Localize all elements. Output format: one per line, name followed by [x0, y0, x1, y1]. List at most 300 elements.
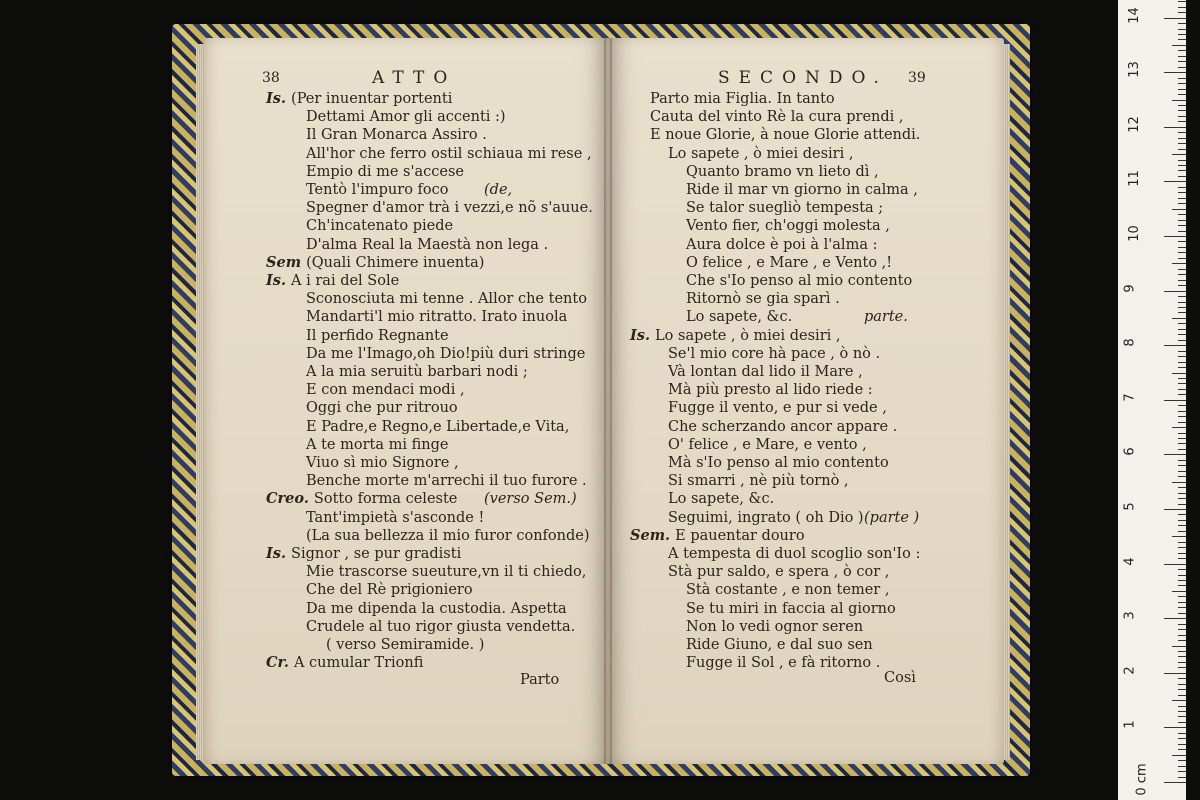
- line-text: Vento fier, ch'oggi molesta ,: [686, 218, 890, 235]
- ruler-tick: [1178, 231, 1186, 232]
- line-text: Se tu miri in faccia al giorno: [686, 600, 896, 617]
- ruler-tick: [1178, 241, 1186, 242]
- stage-direction: (verso Sem.): [484, 491, 577, 508]
- ruler-tick: [1178, 662, 1186, 663]
- ruler-tick: [1172, 263, 1186, 264]
- ruler-tick: [1178, 460, 1186, 461]
- text-line: [686, 272, 912, 290]
- line-text: Il Gran Monarca Assiro .: [306, 127, 487, 144]
- ruler-tick: [1178, 378, 1186, 379]
- line-text: Il perfido Regnante: [306, 327, 449, 344]
- ruler-tick: [1178, 269, 1186, 270]
- line-text: D'alma Real la Maestà non lega .: [306, 236, 549, 253]
- ruler-tick: [1178, 443, 1186, 444]
- ruler-tick: [1178, 312, 1186, 313]
- line-text: Stà costante , e non temer ,: [686, 582, 890, 599]
- ruler-tick: [1178, 247, 1186, 248]
- text-line: [306, 509, 484, 527]
- ruler-tick: [1178, 23, 1186, 24]
- ruler-tick: [1178, 334, 1186, 335]
- ruler-tick: [1178, 94, 1186, 95]
- line-text: Mà più presto al lido riede :: [668, 382, 873, 399]
- ruler-tick: [1178, 504, 1186, 505]
- line-text: Viuo sì mio Signore ,: [306, 455, 459, 471]
- ruler-tick: [1178, 760, 1186, 761]
- ruler-tick: [1178, 394, 1186, 395]
- line-text: Mà s'Io penso al mio contento: [668, 455, 889, 471]
- ruler-tick: [1164, 673, 1186, 674]
- ruler-number: 3: [1122, 611, 1138, 620]
- line-text: A la mia seruitù barbari nodi ;: [306, 364, 528, 380]
- ruler-tick: [1178, 389, 1186, 390]
- line-text: Sconosciuta mi tenne . Allor che tento: [306, 291, 587, 308]
- ruler-tick: [1178, 744, 1186, 745]
- ruler-tick: [1178, 771, 1186, 772]
- ruler-tick: [1178, 192, 1186, 193]
- ruler-tick: [1178, 165, 1186, 166]
- line-text: Lo sapete, &c.: [668, 491, 775, 508]
- ruler-tick: [1164, 72, 1186, 73]
- ruler-tick: [1178, 110, 1186, 111]
- ruler-number: 14: [1126, 6, 1142, 24]
- ruler-tick: [1172, 482, 1186, 483]
- ruler-tick: [1178, 471, 1186, 472]
- ruler-tick: [1178, 416, 1186, 417]
- ruler-tick: [1178, 274, 1186, 275]
- ruler-tick: [1178, 531, 1186, 532]
- ruler-tick: [1172, 427, 1186, 428]
- text-line: [266, 254, 484, 272]
- text-line: [306, 199, 593, 217]
- line-text: Tant'impietà s'asconde !: [306, 509, 485, 526]
- ruler-tick: [1178, 678, 1186, 679]
- text-line: [306, 581, 473, 599]
- ruler-tick: [1178, 143, 1186, 144]
- ruler-tick: [1164, 181, 1186, 182]
- ruler-tick: [1178, 78, 1186, 79]
- line-text: Oggi che pur ritrouo: [306, 400, 458, 417]
- ruler-number: 12: [1126, 116, 1142, 133]
- ruler-tick: [1178, 351, 1186, 352]
- text-line: [306, 345, 585, 363]
- line-text: All'hor che ferro ostil schiaua mi rese ,: [306, 145, 592, 162]
- ruler-tick: [1178, 716, 1186, 717]
- text-line: [686, 618, 863, 636]
- ruler-tick: [1172, 45, 1186, 46]
- text-line: [668, 454, 889, 472]
- text-line: [306, 418, 569, 436]
- speaker-label: Is.: [266, 90, 292, 107]
- line-text: Mie trascorse sueuture,vn il ti chiedo,: [306, 564, 587, 581]
- line-text: Signor , se pur gradisti: [291, 546, 462, 562]
- line-text: Si smarri , nè più tornò ,: [668, 473, 849, 490]
- text-line: [630, 527, 805, 545]
- text-line: [306, 145, 592, 163]
- text-line: [306, 181, 513, 199]
- text-line: [686, 636, 873, 654]
- line-text: Non lo vedi ognor seren: [686, 618, 864, 635]
- ruler-tick: [1164, 345, 1186, 346]
- text-line: [630, 327, 840, 345]
- text-line: [306, 563, 586, 581]
- ruler-tick: [1164, 727, 1186, 728]
- line-text: A i rai del Sole: [291, 273, 400, 289]
- ruler-tick: [1178, 285, 1186, 286]
- ruler-tick: [1178, 258, 1186, 259]
- ruler-tick: [1178, 252, 1186, 253]
- line-text: A te morta mi finge: [306, 436, 449, 453]
- text-line: [306, 308, 567, 326]
- ruler-tick: [1172, 100, 1186, 101]
- text-line: [650, 90, 835, 108]
- text-line: [306, 126, 487, 144]
- ruler-tick: [1178, 302, 1186, 303]
- ruler-tick: [1178, 34, 1186, 35]
- ruler-tick: [1178, 607, 1186, 608]
- ruler-tick: [1164, 509, 1186, 510]
- catchword: Parto: [520, 672, 560, 688]
- ruler-tick: [1178, 684, 1186, 685]
- ruler-tick: [1178, 711, 1186, 712]
- text-line: [668, 418, 897, 436]
- line-text: A cumular Trionfi: [293, 655, 424, 672]
- ruler-tick: [1178, 553, 1186, 554]
- ruler-tick: [1172, 536, 1186, 537]
- speaker-label: Is.: [266, 272, 292, 289]
- text-line: [686, 163, 879, 181]
- ruler-tick: [1164, 400, 1186, 401]
- line-text: E con mendaci modi ,: [306, 382, 465, 399]
- ruler-tick: [1178, 29, 1186, 30]
- text-line: [668, 509, 920, 527]
- ruler-number: 4: [1122, 556, 1138, 566]
- text-line: [306, 163, 464, 181]
- text-line: [306, 527, 590, 545]
- ruler-tick: [1178, 596, 1186, 597]
- line-text: (Per inuentar portenti: [291, 91, 453, 107]
- ruler-tick: [1178, 722, 1186, 723]
- speaker-label: Sem.: [630, 526, 676, 544]
- ruler-tick: [1164, 291, 1186, 292]
- line-text: Lo sapete , ò miei desiri ,: [668, 145, 854, 162]
- text-line: [686, 254, 892, 272]
- left-page: [204, 38, 608, 764]
- ruler-tick: [1178, 766, 1186, 767]
- text-line: [266, 654, 423, 672]
- page-number: 39: [908, 70, 926, 86]
- line-text: Crudele al tuo rigor giusta vendetta.: [306, 618, 576, 635]
- text-line: [306, 327, 449, 345]
- line-text: Và lontan dal lido il Mare ,: [668, 364, 863, 380]
- text-line: [266, 90, 452, 108]
- ruler-tick: [1178, 575, 1186, 576]
- ruler-tick: [1178, 50, 1186, 51]
- line-text: (La sua bellezza il mio furor confonde): [306, 527, 590, 544]
- text-line: [686, 290, 840, 308]
- line-text: Ch'incatenato piede: [306, 218, 454, 235]
- line-text: Ride Giuno, e dal suo sen: [686, 637, 873, 653]
- ruler-tick: [1178, 706, 1186, 707]
- text-line: [686, 217, 890, 235]
- ruler-tick: [1172, 700, 1186, 701]
- ruler-tick: [1172, 591, 1186, 592]
- ruler-tick: [1164, 454, 1186, 455]
- ruler-tick: [1178, 493, 1186, 494]
- text-line: [326, 636, 484, 654]
- text-line: [686, 654, 880, 672]
- ruler-tick: [1178, 367, 1186, 368]
- ruler-number: 2: [1122, 666, 1138, 675]
- line-text: Da me dipenda la custodia. Aspetta: [306, 600, 567, 617]
- text-line: [306, 108, 506, 126]
- ruler-tick: [1178, 777, 1186, 778]
- line-text: Empio di me s'accese: [306, 163, 464, 180]
- line-text: O felice , e Mare , e Vento ,!: [686, 254, 893, 271]
- speaker-label: Sem: [266, 253, 307, 271]
- text-line: [668, 563, 889, 581]
- line-text: Che s'Io penso al mio contento: [686, 273, 913, 289]
- line-text: Fugge il vento, e pur si vede ,: [668, 400, 887, 417]
- ruler-tick: [1178, 132, 1186, 133]
- stage-direction: parte.: [864, 309, 908, 326]
- ruler-tick: [1164, 18, 1186, 19]
- ruler-tick: [1178, 149, 1186, 150]
- ruler-tick: [1172, 646, 1186, 647]
- ruler-tick: [1178, 749, 1186, 750]
- ruler-number: 6: [1122, 447, 1138, 457]
- ruler-tick: [1178, 733, 1186, 734]
- ruler-tick: [1178, 520, 1186, 521]
- line-text: Che scherzando ancor appare .: [668, 418, 898, 435]
- measurement-ruler: [1118, 0, 1186, 800]
- ruler-tick: [1164, 236, 1186, 237]
- ruler-tick: [1178, 651, 1186, 652]
- line-text: (Quali Chimere inuenta): [306, 254, 485, 271]
- speaker-label: Creo.: [266, 490, 314, 508]
- ruler-tick: [1178, 569, 1186, 570]
- ruler-number: 1: [1122, 720, 1138, 730]
- ruler-tick: [1178, 405, 1186, 406]
- ruler-tick: [1164, 127, 1186, 128]
- text-line: [686, 581, 889, 599]
- text-line: [668, 545, 920, 563]
- ruler-number: 7: [1122, 393, 1138, 402]
- line-text: Dettami Amor gli accenti :): [306, 109, 506, 126]
- line-text: Che del Rè prigioniero: [306, 582, 473, 599]
- text-line: [650, 108, 904, 126]
- ruler-tick: [1178, 61, 1186, 62]
- ruler-number: 0 cm: [1134, 763, 1150, 796]
- ruler-tick: [1178, 220, 1186, 221]
- line-text: Se talor suegliò tempesta ;: [686, 200, 884, 217]
- line-text: Stà pur saldo, e spera , ò cor ,: [668, 564, 890, 581]
- line-text: Fugge il Sol , e fà ritorno .: [686, 655, 881, 672]
- text-line: [686, 199, 883, 217]
- ruler-number: 13: [1126, 61, 1142, 78]
- ruler-tick: [1178, 198, 1186, 199]
- text-line: [266, 490, 577, 508]
- text-line: [306, 217, 453, 235]
- speaker-label: Is.: [266, 545, 292, 562]
- ruler-tick: [1172, 209, 1186, 210]
- ruler-tick: [1178, 667, 1186, 668]
- text-line: [668, 381, 873, 399]
- line-text: Seguimi, ingrato ( oh Dio ): [668, 509, 864, 526]
- ruler-tick: [1178, 525, 1186, 526]
- ruler-tick: [1178, 542, 1186, 543]
- speaker-label: Cr.: [266, 654, 294, 672]
- ruler-tick: [1172, 154, 1186, 155]
- ruler-tick: [1178, 56, 1186, 57]
- ruler-tick: [1178, 656, 1186, 657]
- line-text: A tempesta di duol scoglio son'Io :: [668, 546, 921, 562]
- line-text: E noue Glorie, à noue Glorie attendi.: [650, 127, 921, 144]
- ruler-tick: [1178, 689, 1186, 690]
- ruler-tick: [1178, 411, 1186, 412]
- ruler-tick: [1178, 296, 1186, 297]
- ruler-tick: [1178, 476, 1186, 477]
- line-text: E Padre,e Regno,e Libertade,e Vita,: [306, 418, 570, 435]
- ruler-tick: [1178, 558, 1186, 559]
- text-line: [668, 145, 853, 163]
- ruler-tick: [1164, 618, 1186, 619]
- ruler-tick: [1178, 187, 1186, 188]
- text-line: [686, 308, 908, 326]
- line-text: Ride il mar vn giorno in calma ,: [686, 182, 918, 198]
- text-line: [668, 490, 774, 508]
- ruler-tick: [1178, 307, 1186, 308]
- line-text: Quanto bramo vn lieto dì ,: [686, 163, 879, 180]
- line-text: Lo sapete , ò miei desiri ,: [655, 327, 841, 344]
- ruler-tick: [1178, 12, 1186, 13]
- text-line: [668, 472, 849, 490]
- text-line: [686, 181, 918, 199]
- line-text: Sotto forma celeste: [313, 491, 458, 508]
- ruler-tick: [1164, 782, 1186, 783]
- ruler-tick: [1178, 1, 1186, 2]
- ruler-tick: [1178, 105, 1186, 106]
- ruler-tick: [1172, 373, 1186, 374]
- ruler-tick: [1178, 695, 1186, 696]
- ruler-tick: [1178, 329, 1186, 330]
- ruler-tick: [1178, 323, 1186, 324]
- text-line: [266, 272, 399, 290]
- line-text: Se'l mio core hà pace , ò nò .: [668, 345, 881, 362]
- ruler-tick: [1178, 547, 1186, 548]
- stage-direction: (parte ): [864, 509, 920, 526]
- text-line: [306, 618, 575, 636]
- line-text: Lo sapete, &c.: [686, 309, 793, 326]
- line-text: Ritornò se gia sparì .: [686, 291, 840, 308]
- ruler-tick: [1178, 498, 1186, 499]
- ruler-tick: [1178, 383, 1186, 384]
- line-text: Spegner d'amor trà i vezzi,e nõ s'auue.: [306, 200, 593, 217]
- ruler-tick: [1178, 67, 1186, 68]
- text-line: [650, 126, 920, 144]
- ruler-tick: [1178, 629, 1186, 630]
- line-text: Aura dolce è poi à l'alma :: [686, 236, 878, 253]
- ruler-tick: [1178, 487, 1186, 488]
- line-text: E pauentar douro: [675, 527, 805, 544]
- line-text: Benche morte m'arrechi il tuo furore .: [306, 473, 587, 490]
- ruler-tick: [1172, 318, 1186, 319]
- ruler-tick: [1178, 280, 1186, 281]
- text-line: [306, 454, 459, 472]
- ruler-tick: [1178, 116, 1186, 117]
- running-header: ATTO: [372, 68, 457, 88]
- page-number: 38: [262, 70, 280, 86]
- text-line: [686, 600, 896, 618]
- line-text: Tentò l'impuro foco: [306, 182, 449, 198]
- line-text: Mandarti'l mio ritratto. Irato inuola: [306, 309, 568, 326]
- text-line: [306, 363, 528, 381]
- ruler-tick: [1178, 214, 1186, 215]
- ruler-tick: [1178, 449, 1186, 450]
- ruler-tick: [1178, 203, 1186, 204]
- text-line: [306, 436, 448, 454]
- ruler-tick: [1178, 465, 1186, 466]
- text-line: [668, 345, 880, 363]
- text-line: [306, 472, 587, 490]
- ruler-tick: [1178, 176, 1186, 177]
- text-line: [306, 236, 548, 254]
- ruler-tick: [1178, 422, 1186, 423]
- ruler-tick: [1178, 433, 1186, 434]
- ruler-number: 8: [1122, 338, 1138, 347]
- text-line: [306, 399, 458, 417]
- right-page: [608, 38, 1004, 764]
- ruler-number: 10: [1126, 225, 1142, 242]
- line-text: Parto mia Figlia. In tanto: [650, 91, 835, 107]
- ruler-tick: [1178, 602, 1186, 603]
- ruler-tick: [1178, 640, 1186, 641]
- ruler-tick: [1172, 755, 1186, 756]
- line-text: ( verso Semiramide. ): [326, 637, 485, 653]
- text-line: [668, 436, 867, 454]
- text-line: [306, 290, 587, 308]
- ruler-tick: [1178, 83, 1186, 84]
- ruler-tick: [1178, 225, 1186, 226]
- ruler-tick: [1178, 160, 1186, 161]
- ruler-tick: [1178, 738, 1186, 739]
- ruler-tick: [1178, 585, 1186, 586]
- ruler-tick: [1178, 7, 1186, 8]
- text-line: [668, 399, 887, 417]
- text-line: [668, 363, 863, 381]
- ruler-tick: [1178, 613, 1186, 614]
- catchword: Così: [884, 670, 916, 686]
- ruler-tick: [1178, 635, 1186, 636]
- ruler-tick: [1178, 121, 1186, 122]
- ruler-tick: [1178, 89, 1186, 90]
- ruler-tick: [1178, 362, 1186, 363]
- ruler-tick: [1178, 624, 1186, 625]
- line-text: Da me l'Imago,oh Dio!più duri stringe: [306, 345, 586, 362]
- ruler-tick: [1178, 514, 1186, 515]
- line-text: O' felice , e Mare, e vento ,: [668, 436, 867, 453]
- running-header: SECONDO.: [718, 68, 888, 88]
- ruler-tick: [1178, 356, 1186, 357]
- book-gutter: [604, 38, 612, 764]
- ruler-tick: [1178, 438, 1186, 439]
- line-text: Cauta del vinto Rè la cura prendi ,: [650, 109, 904, 126]
- text-line: [306, 600, 567, 618]
- ruler-number: 9: [1122, 283, 1138, 293]
- ruler-tick: [1178, 138, 1186, 139]
- text-line: [686, 236, 877, 254]
- speaker-label: Is.: [630, 326, 656, 344]
- ruler-number: 11: [1126, 170, 1142, 188]
